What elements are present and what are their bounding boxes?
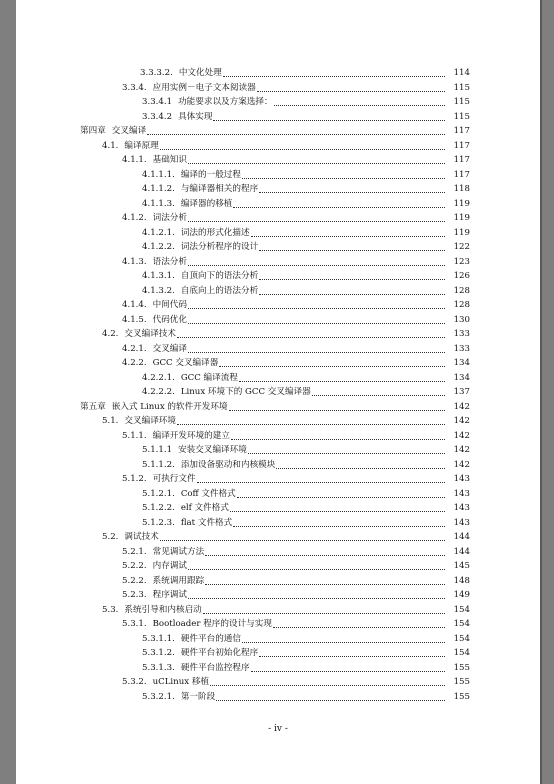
toc-entry-title: GCC 编译流程 — [180, 372, 238, 383]
toc-entry[interactable] — [142, 661, 470, 674]
toc-entry-number: 4.1.3.2. — [142, 285, 175, 296]
toc-entry-page: 142 — [453, 459, 470, 470]
dot-leader — [251, 235, 445, 237]
toc-entry-title: 词法分析 — [152, 213, 187, 223]
toc-entry-number: 4.1.2.1. — [142, 227, 175, 238]
toc-entry-page: 143 — [453, 488, 470, 499]
dot-leader — [231, 438, 445, 440]
toc-entry-title: 硬件平台监控程序 — [180, 662, 250, 673]
toc-entry-number: 4.1.3.1. — [142, 271, 175, 281]
toc-entry-number: 5.1.2.1. — [142, 488, 175, 499]
toc-chapter-entry[interactable] — [80, 124, 470, 137]
dot-leader — [273, 626, 445, 628]
toc-entry-number: 4.2.2. — [122, 358, 147, 368]
toc-entry-number: 4.1. — [102, 140, 119, 151]
toc-entry[interactable] — [122, 429, 470, 442]
toc-entry-title: 常见调试方法 — [152, 546, 205, 557]
toc-entry-page: 115 — [453, 82, 470, 93]
toc-entry-title: 编译器的移植 — [180, 198, 233, 209]
toc-entry[interactable] — [142, 226, 470, 239]
toc-entry-number: 4.2.2.1. — [142, 372, 175, 383]
toc-entry[interactable] — [142, 487, 470, 500]
toc-entry-number: 3.3.4. — [122, 82, 147, 93]
toc-entry-page: 119 — [453, 198, 470, 209]
toc-entry[interactable] — [142, 197, 470, 210]
toc-entry[interactable] — [122, 313, 470, 326]
toc-entry[interactable] — [142, 110, 470, 123]
toc-entry-number: 4.2.2.2. — [142, 387, 175, 397]
toc-entry-title: 交叉编译 — [111, 126, 147, 136]
toc-entry-page: 126 — [453, 271, 470, 281]
toc-entry-page: 149 — [453, 590, 470, 600]
toc-entry[interactable] — [142, 501, 470, 514]
toc-entry-number: 5.3.2. — [122, 677, 147, 687]
toc-entry[interactable] — [142, 690, 470, 703]
toc-entry[interactable] — [142, 240, 470, 253]
dot-leader — [259, 278, 445, 280]
toc-entry-title: Bootloader 程序的设计与实现 — [152, 619, 272, 629]
toc-entry[interactable] — [122, 356, 470, 369]
toc-entry-title: 词法分析程序的设计 — [180, 242, 259, 252]
dot-leader — [259, 293, 445, 295]
toc-entry-number: 5.2.2. — [122, 575, 147, 586]
toc-entry-title: 编译原理 — [124, 140, 159, 151]
toc-entry[interactable] — [122, 298, 470, 311]
toc-entry-number: 5.1.2. — [122, 474, 147, 484]
toc-entry[interactable] — [122, 472, 470, 485]
dot-leader — [239, 380, 445, 382]
toc-entry-title: 交叉编译环境 — [124, 416, 176, 426]
toc-entry[interactable] — [122, 574, 470, 587]
toc-entry-title: 程序调试 — [152, 590, 187, 600]
toc-entry-page: 142 — [453, 401, 470, 412]
toc-entry-title: elf 文件格式 — [180, 503, 229, 513]
toc-entry[interactable] — [122, 675, 470, 688]
toc-entry-number: 4.1.2.2. — [142, 242, 175, 252]
toc-entry-title: 调试技术 — [124, 532, 159, 542]
toc-entry-title: 编译开发环境的建立 — [152, 430, 230, 441]
toc-entry[interactable] — [122, 211, 470, 224]
toc-entry-title: 嵌入式 Linux 的软件开发环境 — [111, 401, 228, 412]
toc-entry[interactable] — [142, 284, 470, 297]
toc-entry-number: 5.1.1.1 — [142, 445, 173, 455]
toc-entry-title: 可执行文件 — [152, 474, 196, 484]
toc-entry-title: 内存调试 — [152, 561, 187, 571]
toc-entry-title: 基础知识 — [152, 155, 187, 165]
toc-entry[interactable] — [142, 269, 470, 282]
dot-leader — [229, 409, 445, 411]
toc-entry-page: 155 — [453, 677, 470, 687]
toc-entry[interactable] — [102, 603, 470, 616]
toc-entry-number: 4.1.2. — [122, 213, 147, 223]
toc-entry-page: 117 — [453, 140, 470, 151]
toc-entry-number: 3.3.4.2 — [142, 111, 173, 122]
toc-entry-title: 代码优化 — [152, 314, 187, 325]
toc-entry-page: 154 — [453, 619, 470, 629]
dot-leader — [188, 322, 445, 324]
toc-entry[interactable] — [122, 342, 470, 355]
toc-entry-page: 118 — [453, 184, 470, 194]
dot-leader — [147, 133, 445, 135]
dot-leader — [312, 394, 445, 396]
toc-entry-page: 134 — [453, 372, 470, 383]
dot-leader — [188, 351, 445, 353]
toc-entry[interactable] — [122, 545, 470, 558]
toc-entry[interactable] — [142, 646, 470, 659]
toc-entry-page: 155 — [453, 691, 470, 702]
dot-leader — [223, 75, 445, 77]
toc-entry-page: 122 — [453, 242, 470, 252]
toc-entry-number: 5.2.2. — [122, 561, 147, 571]
toc-entry-page: 134 — [453, 358, 470, 368]
dot-leader — [205, 583, 445, 585]
toc-entry[interactable] — [102, 139, 470, 152]
document-page — [16, 0, 540, 784]
toc-entry-number: 5.1.2.3. — [142, 517, 175, 528]
dot-leader — [160, 539, 445, 541]
dot-leader — [259, 655, 445, 657]
toc-entry-title: Coff 文件格式 — [180, 488, 236, 499]
toc-entry-number: 4.1.1.2. — [142, 184, 175, 194]
toc-entry-title: 自顶向下的语法分析 — [180, 271, 259, 281]
toc-entry-page: 119 — [453, 227, 470, 238]
toc-entry-page: 143 — [453, 517, 470, 528]
toc-entry-number: 3.3.4.1 — [142, 97, 173, 107]
toc-entry-title: 功能要求以及方案选择： — [178, 97, 273, 107]
toc-entry-page: 117 — [453, 155, 470, 165]
dot-leader — [242, 641, 445, 643]
toc-entry[interactable] — [142, 458, 470, 471]
toc-entry-number: 5.2.3. — [122, 590, 147, 600]
dot-leader — [188, 597, 445, 599]
toc-entry-number: 3.3.3.2. — [140, 68, 173, 78]
toc-entry-number: 4.1.4. — [122, 300, 147, 310]
toc-entry-page: 115 — [453, 97, 470, 107]
toc-entry-number: 5.3. — [102, 604, 119, 615]
dot-leader — [242, 177, 445, 179]
toc-entry-page: 128 — [453, 300, 470, 310]
toc-entry-title: 中文化处理 — [178, 68, 222, 78]
toc-entry-number: 5.3.1.2. — [142, 648, 175, 658]
toc-entry[interactable] — [142, 632, 470, 645]
toc-entry-title: 系统调用跟踪 — [152, 575, 205, 586]
toc-entry-page: 154 — [453, 604, 470, 615]
toc-entry-page: 142 — [453, 416, 470, 426]
toc-entry[interactable] — [122, 81, 470, 94]
toc-entry-number: 4.1.3. — [122, 256, 147, 267]
toc-entry-number: 4.2.1. — [122, 343, 147, 354]
toc-entry-title: 添加设备驱动和内核模块 — [180, 459, 276, 470]
dot-leader — [160, 148, 445, 150]
toc-entry-page: 115 — [453, 111, 470, 122]
page-footer: - iv - — [268, 724, 288, 734]
toc-entry-page: 144 — [453, 546, 470, 557]
toc-entry-title: 硬件平台的通信 — [180, 633, 241, 644]
toc-entry[interactable] — [122, 617, 470, 630]
toc-entry[interactable] — [122, 588, 470, 601]
dot-leader — [188, 220, 445, 222]
toc-entry-page: 133 — [453, 343, 470, 354]
toc-entry[interactable] — [122, 255, 470, 268]
toc-entry-page: 119 — [453, 213, 470, 223]
toc-entry-page: 142 — [453, 445, 470, 455]
toc-entry-title: flat 文件格式 — [180, 517, 233, 528]
toc-entry-page: 133 — [453, 329, 470, 339]
toc-entry-title: 交叉编译技术 — [124, 329, 176, 339]
toc-chapter-entry[interactable] — [80, 400, 470, 413]
dot-leader — [213, 119, 445, 121]
toc-entry-number: 5.3.1. — [122, 619, 147, 629]
toc-entry-title: 硬件平台初始化程序 — [180, 648, 259, 658]
dot-leader — [219, 365, 445, 367]
toc-entry[interactable] — [142, 385, 470, 398]
toc-entry-title: 交叉编译 — [152, 343, 187, 354]
toc-entry-number: 4.2. — [102, 329, 119, 339]
toc-entry[interactable] — [142, 182, 470, 195]
toc-entry[interactable] — [102, 414, 470, 427]
dot-leader — [248, 452, 445, 454]
dot-leader — [188, 162, 445, 164]
dot-leader — [259, 191, 445, 193]
toc-entry-title: GCC 交叉编译器 — [152, 358, 219, 368]
toc-entry[interactable] — [142, 516, 470, 529]
toc-entry-title: uCLinux 移植 — [152, 677, 210, 687]
dot-leader — [274, 104, 445, 106]
toc-entry-title: 语法分析 — [152, 256, 187, 267]
toc-entry-page: 154 — [453, 633, 470, 644]
toc-entry-title: 第一阶段 — [180, 691, 216, 702]
toc-entry-page: 155 — [453, 662, 470, 673]
toc-entry[interactable] — [142, 168, 470, 181]
toc-entry-number: 5.1. — [102, 416, 119, 426]
toc-entry-title: 安装交叉编译环境 — [178, 445, 247, 455]
toc-entry-page: 114 — [453, 68, 470, 78]
toc-entry[interactable] — [142, 371, 470, 384]
dot-leader — [233, 525, 445, 527]
toc-entry-page: 117 — [453, 126, 470, 136]
toc-entry[interactable] — [142, 95, 470, 108]
toc-entry-number: 5.3.2.1. — [142, 691, 175, 702]
toc-entry-number: 5.1.1. — [122, 430, 147, 441]
toc-entry-number: 4.1.5. — [122, 314, 147, 325]
dot-leader — [188, 568, 445, 570]
toc-entry-number: 第四章 — [80, 126, 106, 136]
toc-entry-number: 5.1.1.2. — [142, 459, 175, 470]
toc-entry-number: 4.1.1.3. — [142, 198, 175, 209]
toc-entry-title: 中间代码 — [152, 300, 187, 310]
dot-leader — [177, 423, 445, 425]
dot-leader — [257, 90, 445, 92]
toc-entry[interactable] — [122, 153, 470, 166]
toc-entry-page: 143 — [453, 503, 470, 513]
toc-entry[interactable] — [102, 327, 470, 340]
toc-entry-title: 词法的形式化描述 — [180, 227, 250, 238]
dot-leader — [233, 206, 445, 208]
dot-leader — [230, 510, 445, 512]
toc-entry-number: 5.2.1. — [122, 546, 147, 557]
toc-entry-number: 5.1.2.2. — [142, 503, 175, 513]
toc-entry-page: 154 — [453, 648, 470, 658]
toc-entry-title: Linux 环境下的 GCC 交叉编译器 — [180, 387, 311, 397]
toc-entry-page: 143 — [453, 474, 470, 484]
toc-entry-number: 5.2. — [102, 532, 119, 542]
toc-entry-page: 123 — [453, 256, 470, 267]
dot-leader — [216, 699, 445, 701]
dot-leader — [177, 336, 445, 338]
dot-leader — [251, 670, 445, 672]
toc-entry-number: 5.3.1.3. — [142, 662, 175, 673]
dot-leader — [237, 496, 445, 498]
toc-entry-title: 系统引导和内核启动 — [124, 604, 202, 615]
dot-leader — [259, 249, 445, 251]
toc-entry-number: 第五章 — [80, 401, 106, 412]
toc-entry[interactable] — [140, 66, 470, 79]
dot-leader — [205, 554, 445, 556]
dot-leader — [203, 612, 445, 614]
dot-leader — [188, 307, 445, 309]
toc-entry[interactable] — [142, 443, 470, 456]
toc-entry-page: 145 — [453, 561, 470, 571]
toc-entry-title: 具体实现 — [178, 111, 213, 122]
dot-leader — [188, 264, 445, 266]
toc-entry-page: 130 — [453, 314, 470, 325]
toc-entry-page: 117 — [453, 169, 470, 180]
toc-entry-title: 应用实例－电子文本阅读器 — [152, 82, 256, 93]
toc-entry-page: 137 — [453, 387, 470, 397]
toc-entry-title: 自底向上的语法分析 — [180, 285, 259, 296]
toc-entry-title: 编译的一般过程 — [180, 169, 241, 180]
toc-entry-page: 128 — [453, 285, 470, 296]
toc-entry-page: 142 — [453, 430, 470, 441]
toc-entry-page: 148 — [453, 575, 470, 586]
toc-entry[interactable] — [122, 559, 470, 572]
toc-entry[interactable] — [102, 530, 470, 543]
toc-entry-page: 144 — [453, 532, 470, 542]
dot-leader — [276, 467, 445, 469]
dot-leader — [197, 481, 445, 483]
toc-entry-number: 4.1.1.1. — [142, 169, 175, 180]
toc-entry-number: 5.3.1.1. — [142, 633, 175, 644]
dot-leader — [210, 684, 445, 686]
toc-entry-number: 4.1.1. — [122, 155, 147, 165]
toc-entry-title: 与编译器相关的程序 — [180, 184, 259, 194]
